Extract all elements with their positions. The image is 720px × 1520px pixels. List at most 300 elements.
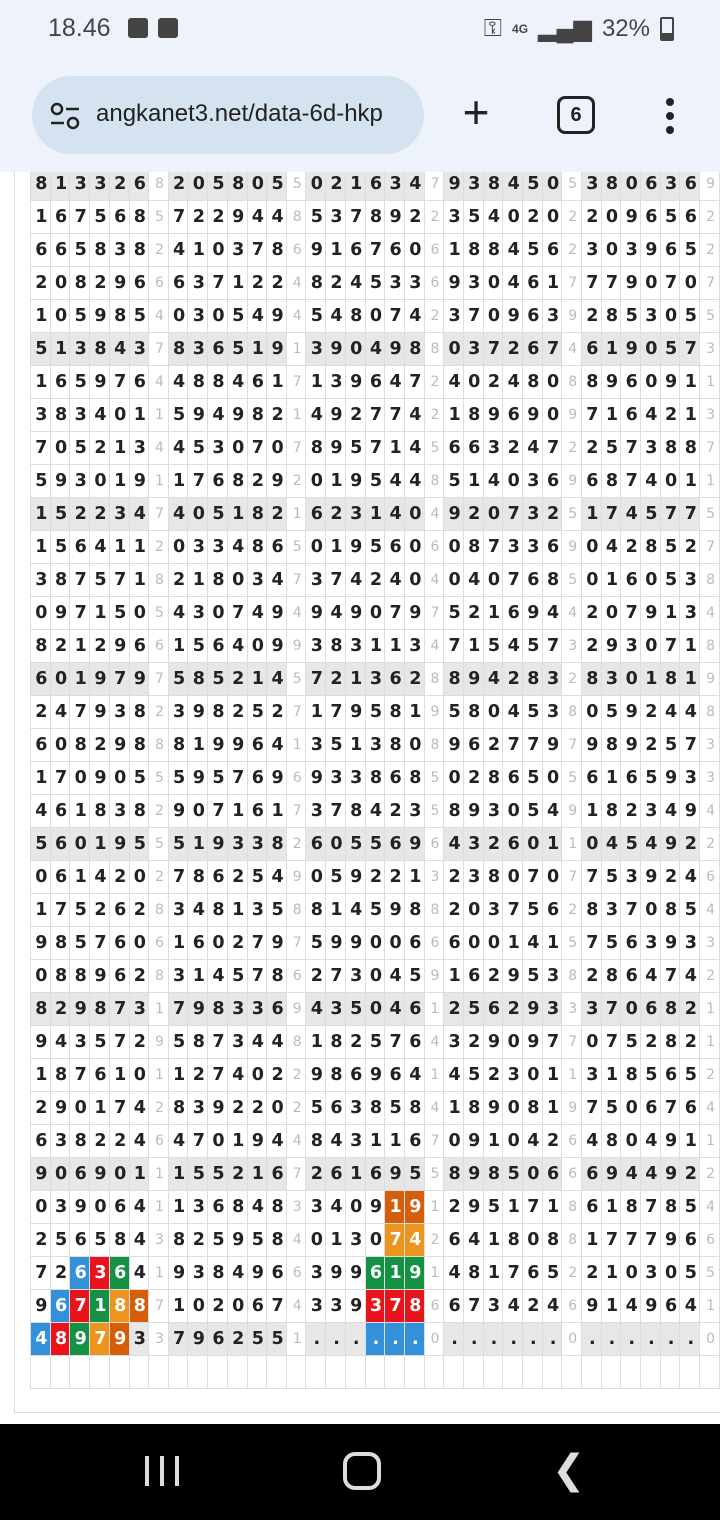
digit-cell: 1: [227, 795, 247, 828]
digit-cell: 0: [365, 927, 385, 960]
separator-digit-cell: 4: [424, 564, 444, 597]
digit-cell: 8: [109, 1290, 129, 1323]
digit-cell: 9: [90, 1158, 110, 1191]
digit-cell: 5: [680, 1059, 700, 1092]
digit-cell: 0: [542, 201, 562, 234]
digit-cell: 2: [641, 696, 661, 729]
digit-cell: 2: [463, 762, 483, 795]
separator-digit-cell: 1: [149, 993, 169, 1026]
digit-cell: 9: [641, 597, 661, 630]
separator-digit-cell: 6: [149, 267, 169, 300]
digit-cell: 2: [90, 267, 110, 300]
digit-cell: 4: [129, 1257, 149, 1290]
digit-cell: 4: [129, 1224, 149, 1257]
digit-cell: 9: [385, 1158, 405, 1191]
digit-cell: 8: [188, 663, 208, 696]
digit-cell: 2: [581, 597, 601, 630]
digit-cell: 7: [581, 861, 601, 894]
digit-cell: 6: [31, 234, 51, 267]
separator-digit-cell: 7: [149, 333, 169, 366]
digit-cell: 1: [680, 366, 700, 399]
digit-cell: 3: [483, 1290, 503, 1323]
digit-cell: 0: [188, 498, 208, 531]
digit-cell: 2: [267, 399, 287, 432]
digit-cell: 1: [601, 1191, 621, 1224]
recent-apps-icon[interactable]: [145, 1456, 179, 1486]
digit-cell: 2: [247, 465, 267, 498]
digit-cell: 2: [581, 1257, 601, 1290]
digit-cell: 7: [581, 399, 601, 432]
digit-cell: 7: [208, 1026, 228, 1059]
digit-cell: 9: [523, 399, 543, 432]
digit-cell: 3: [365, 663, 385, 696]
digit-cell: 7: [247, 960, 267, 993]
digit-cell: 3: [70, 172, 90, 201]
digit-cell: 7: [90, 927, 110, 960]
digit-cell: 8: [208, 993, 228, 1026]
digit-cell: 1: [680, 1125, 700, 1158]
digit-cell: 9: [31, 927, 51, 960]
digit-cell: 1: [109, 465, 129, 498]
separator-digit-cell: 4: [286, 1290, 306, 1323]
digit-cell: 3: [345, 498, 365, 531]
digit-cell: 6: [680, 201, 700, 234]
digit-cell: 3: [345, 762, 365, 795]
address-bar[interactable]: [32, 76, 424, 154]
digit-cell: 8: [70, 267, 90, 300]
digit-cell: 9: [365, 1191, 385, 1224]
digit-cell: 5: [306, 927, 326, 960]
digit-cell: .: [523, 1323, 543, 1356]
digit-cell: 9: [503, 960, 523, 993]
digit-cell: 9: [345, 696, 365, 729]
digit-cell: 6: [306, 828, 326, 861]
new-tab-button[interactable]: +: [462, 86, 490, 138]
more-menu-button[interactable]: [664, 98, 676, 138]
digit-cell: 3: [50, 1125, 70, 1158]
digit-cell: 6: [90, 1059, 110, 1092]
digit-cell: 3: [50, 1191, 70, 1224]
digit-cell: 6: [129, 172, 149, 201]
digit-cell: 4: [680, 861, 700, 894]
digit-cell: 2: [503, 432, 523, 465]
digit-cell: 0: [483, 927, 503, 960]
digit-cell: 1: [444, 960, 464, 993]
digit-cell: 1: [31, 201, 51, 234]
digit-cell: 8: [109, 1224, 129, 1257]
separator-digit-cell: 3: [149, 1323, 169, 1356]
separator-digit-cell: 6: [424, 1290, 444, 1323]
digit-cell: 5: [365, 894, 385, 927]
digit-cell: 1: [227, 498, 247, 531]
digit-cell: 6: [444, 432, 464, 465]
digit-cell: 9: [70, 1191, 90, 1224]
digit-cell: 5: [365, 531, 385, 564]
digit-cell: 3: [227, 828, 247, 861]
digit-cell: 3: [227, 1026, 247, 1059]
digit-cell: 8: [463, 696, 483, 729]
digit-cell: 9: [345, 531, 365, 564]
digit-cell: 7: [581, 267, 601, 300]
digit-cell: 4: [483, 201, 503, 234]
digit-cell: 6: [660, 234, 680, 267]
digit-cell: 6: [621, 927, 641, 960]
separator-digit-cell: 2: [149, 531, 169, 564]
separator-digit-cell: 6: [286, 762, 306, 795]
empty-row: [31, 1356, 720, 1389]
digit-cell: 2: [404, 663, 424, 696]
digit-cell: 5: [365, 267, 385, 300]
digit-cell: 1: [601, 399, 621, 432]
digit-cell: 4: [90, 399, 110, 432]
digit-cell: 3: [129, 432, 149, 465]
digit-cell: 9: [306, 1059, 326, 1092]
digit-cell: 8: [129, 729, 149, 762]
table-row: [31, 1224, 720, 1257]
digit-cell: 4: [267, 201, 287, 234]
digit-cell: 1: [542, 828, 562, 861]
digit-cell: 6: [581, 465, 601, 498]
digit-cell: 5: [523, 696, 543, 729]
digit-cell: 7: [385, 1290, 405, 1323]
digit-cell: 2: [365, 564, 385, 597]
digit-cell: 8: [660, 993, 680, 1026]
digit-cell: 8: [247, 531, 267, 564]
digit-cell: 1: [483, 597, 503, 630]
separator-digit-cell: 1: [424, 1191, 444, 1224]
digit-cell: 1: [326, 465, 346, 498]
separator-digit-cell: 5: [286, 172, 306, 201]
digit-cell: 2: [404, 201, 424, 234]
digit-cell: 4: [503, 696, 523, 729]
digit-cell: 5: [267, 172, 287, 201]
digit-cell: 9: [581, 729, 601, 762]
digit-cell: 7: [365, 234, 385, 267]
separator-digit-cell: 7: [424, 597, 444, 630]
digit-cell: 1: [306, 366, 326, 399]
digit-cell: 1: [90, 597, 110, 630]
digit-cell: 9: [601, 630, 621, 663]
separator-digit-cell: 7: [700, 267, 720, 300]
digit-cell: 2: [581, 432, 601, 465]
digit-cell: 0: [247, 1059, 267, 1092]
separator-digit-cell: 4: [286, 300, 306, 333]
digit-cell: 4: [463, 1224, 483, 1257]
digit-cell: 6: [365, 366, 385, 399]
digit-cell: 6: [621, 564, 641, 597]
digit-cell: 6: [660, 1059, 680, 1092]
digit-cell: 2: [247, 267, 267, 300]
digit-cell: 4: [503, 366, 523, 399]
digit-cell: 9: [267, 630, 287, 663]
digit-cell: 4: [90, 531, 110, 564]
digit-cell: 4: [404, 1059, 424, 1092]
separator-digit-cell: 1: [562, 828, 582, 861]
digit-cell: 0: [503, 1026, 523, 1059]
digit-cell: 9: [70, 1323, 90, 1356]
digit-cell: 5: [31, 465, 51, 498]
digit-cell: 1: [503, 927, 523, 960]
digit-cell: 8: [109, 300, 129, 333]
separator-digit-cell: 7: [562, 729, 582, 762]
empty-cell: [286, 1356, 306, 1389]
digit-cell: 8: [129, 696, 149, 729]
digit-cell: 8: [70, 729, 90, 762]
separator-digit-cell: 9: [700, 172, 720, 201]
digit-cell: 2: [463, 498, 483, 531]
digit-cell: 1: [109, 531, 129, 564]
site-settings-icon[interactable]: [50, 102, 80, 130]
home-icon[interactable]: [343, 1452, 381, 1490]
digit-cell: 0: [247, 630, 267, 663]
table-row: [31, 762, 720, 795]
digit-cell: 6: [581, 1158, 601, 1191]
digit-cell: 7: [523, 729, 543, 762]
table-row: [31, 432, 720, 465]
digit-cell: 7: [70, 564, 90, 597]
digit-cell: 3: [31, 399, 51, 432]
digit-cell: 9: [267, 927, 287, 960]
digit-cell: 8: [50, 399, 70, 432]
digit-cell: 5: [601, 432, 621, 465]
digit-cell: 7: [680, 729, 700, 762]
digit-cell: 0: [503, 1092, 523, 1125]
digit-cell: 9: [70, 993, 90, 1026]
digit-cell: 6: [208, 1191, 228, 1224]
digit-cell: 9: [621, 267, 641, 300]
digit-cell: 7: [168, 201, 188, 234]
digit-cell: 8: [385, 696, 405, 729]
digit-cell: 1: [385, 630, 405, 663]
digit-cell: 6: [267, 993, 287, 1026]
separator-digit-cell: 8: [562, 1191, 582, 1224]
separator-digit-cell: 1: [286, 1323, 306, 1356]
digit-cell: 8: [31, 993, 51, 1026]
digit-cell: 4: [168, 1125, 188, 1158]
digit-cell: 1: [168, 1158, 188, 1191]
digit-cell: 3: [503, 1059, 523, 1092]
digit-cell: 8: [129, 201, 149, 234]
digit-cell: 9: [267, 333, 287, 366]
separator-digit-cell: 2: [424, 366, 444, 399]
digit-cell: 9: [621, 201, 641, 234]
screenshot-icon: [128, 18, 148, 38]
empty-cell: [680, 1356, 700, 1389]
digit-cell: 1: [31, 498, 51, 531]
digit-cell: .: [306, 1323, 326, 1356]
digit-cell: 2: [463, 597, 483, 630]
digit-cell: 5: [227, 960, 247, 993]
digit-cell: 7: [109, 993, 129, 1026]
separator-digit-cell: 2: [562, 432, 582, 465]
digit-cell: 8: [444, 1158, 464, 1191]
digit-cell: 4: [168, 366, 188, 399]
digit-cell: 0: [31, 861, 51, 894]
digit-cell: 3: [306, 795, 326, 828]
separator-digit-cell: 1: [562, 1059, 582, 1092]
digit-cell: 6: [680, 1092, 700, 1125]
digit-cell: 6: [621, 366, 641, 399]
separator-digit-cell: 1: [149, 1191, 169, 1224]
digit-cell: 2: [31, 1224, 51, 1257]
digit-cell: 4: [385, 366, 405, 399]
url-text[interactable]: angkanet3.net/data-6d-hkp: [96, 100, 383, 127]
digit-cell: 6: [523, 1257, 543, 1290]
digit-cell: 9: [621, 696, 641, 729]
digit-cell: 6: [444, 927, 464, 960]
digit-cell: 1: [542, 1059, 562, 1092]
digit-cell: 0: [621, 1257, 641, 1290]
digit-cell: 6: [188, 927, 208, 960]
digit-cell: 2: [503, 333, 523, 366]
digit-cell: 1: [129, 564, 149, 597]
digit-cell: 3: [306, 630, 326, 663]
digit-cell: 4: [503, 630, 523, 663]
digit-cell: 2: [483, 366, 503, 399]
page-content[interactable]: [0, 172, 720, 1424]
digit-cell: 6: [326, 1158, 346, 1191]
separator-digit-cell: 5: [700, 1257, 720, 1290]
table-row: [31, 1257, 720, 1290]
digit-cell: 2: [208, 201, 228, 234]
digit-cell: 9: [641, 1290, 661, 1323]
digit-cell: 7: [523, 1191, 543, 1224]
digit-cell: 0: [50, 729, 70, 762]
separator-digit-cell: 4: [700, 894, 720, 927]
separator-digit-cell: 1: [700, 1026, 720, 1059]
digit-cell: 8: [404, 333, 424, 366]
digit-cell: 1: [601, 762, 621, 795]
digit-cell: .: [365, 1323, 385, 1356]
digit-cell: 3: [365, 729, 385, 762]
digit-cell: 8: [463, 399, 483, 432]
separator-digit-cell: 8: [562, 1224, 582, 1257]
digit-cell: 6: [267, 531, 287, 564]
separator-digit-cell: 5: [424, 432, 444, 465]
tab-switcher-button[interactable]: 6: [557, 96, 595, 134]
digit-cell: 2: [50, 993, 70, 1026]
digit-cell: 1: [188, 234, 208, 267]
digit-cell: 9: [404, 828, 424, 861]
digit-cell: 2: [463, 1026, 483, 1059]
digit-cell: 6: [50, 234, 70, 267]
digit-cell: 0: [208, 234, 228, 267]
digit-cell: 8: [306, 1125, 326, 1158]
digit-cell: 2: [227, 1323, 247, 1356]
digit-cell: 0: [227, 1290, 247, 1323]
digit-cell: 4: [345, 564, 365, 597]
digit-cell: 9: [680, 795, 700, 828]
table-row: [31, 597, 720, 630]
separator-digit-cell: 8: [562, 696, 582, 729]
back-icon[interactable]: ❮: [552, 1448, 586, 1492]
separator-digit-cell: 3: [700, 927, 720, 960]
empty-cell: [267, 1356, 287, 1389]
separator-digit-cell: 4: [700, 795, 720, 828]
digit-cell: 3: [404, 795, 424, 828]
digit-cell: 4: [581, 1125, 601, 1158]
digit-cell: 3: [641, 795, 661, 828]
digit-cell: 3: [385, 172, 405, 201]
digit-cell: 7: [483, 333, 503, 366]
digit-cell: 6: [50, 828, 70, 861]
digit-cell: 0: [621, 172, 641, 201]
digit-cell: 4: [306, 993, 326, 1026]
digit-cell: 2: [581, 300, 601, 333]
digit-cell: 6: [267, 1257, 287, 1290]
digit-cell: 9: [660, 1224, 680, 1257]
digit-cell: 1: [168, 1059, 188, 1092]
digit-cell: 8: [680, 432, 700, 465]
table-row: [31, 894, 720, 927]
digit-cell: 8: [483, 762, 503, 795]
digit-cell: 5: [188, 1158, 208, 1191]
digit-cell: 6: [208, 1323, 228, 1356]
digit-cell: 2: [31, 696, 51, 729]
separator-digit-cell: 1: [424, 1059, 444, 1092]
digit-cell: 8: [267, 234, 287, 267]
digit-cell: 2: [247, 1092, 267, 1125]
digit-cell: 8: [188, 366, 208, 399]
digit-cell: 0: [50, 267, 70, 300]
digit-cell: 4: [680, 1290, 700, 1323]
separator-digit-cell: 8: [149, 172, 169, 201]
digit-cell: 4: [680, 696, 700, 729]
digit-cell: 3: [306, 1290, 326, 1323]
digit-cell: 5: [523, 630, 543, 663]
digit-cell: 5: [660, 729, 680, 762]
digit-cell: 2: [680, 1158, 700, 1191]
digit-cell: 2: [129, 1026, 149, 1059]
digit-cell: 8: [306, 432, 326, 465]
digit-cell: 1: [227, 267, 247, 300]
digit-cell: 0: [168, 300, 188, 333]
digit-cell: 3: [188, 597, 208, 630]
digit-cell: 9: [483, 1026, 503, 1059]
digit-cell: 3: [188, 300, 208, 333]
digit-cell: 3: [345, 1224, 365, 1257]
digit-cell: 0: [129, 927, 149, 960]
digit-cell: 7: [365, 432, 385, 465]
digit-cell: .: [444, 1323, 464, 1356]
digit-cell: 3: [168, 894, 188, 927]
empty-cell: [70, 1356, 90, 1389]
digit-cell: 4: [208, 399, 228, 432]
separator-digit-cell: 9: [149, 1026, 169, 1059]
digit-cell: 7: [168, 993, 188, 1026]
empty-cell: [463, 1356, 483, 1389]
digit-cell: 9: [208, 1092, 228, 1125]
separator-digit-cell: 8: [286, 1026, 306, 1059]
digit-cell: 5: [168, 1026, 188, 1059]
separator-digit-cell: 6: [562, 1158, 582, 1191]
digit-cell: 8: [463, 1257, 483, 1290]
digit-cell: 3: [581, 234, 601, 267]
separator-digit-cell: 5: [149, 597, 169, 630]
digit-cell: 7: [365, 399, 385, 432]
digit-cell: 9: [109, 267, 129, 300]
separator-digit-cell: 1: [424, 1257, 444, 1290]
separator-digit-cell: 2: [562, 201, 582, 234]
separator-digit-cell: 7: [286, 795, 306, 828]
empty-cell: [149, 1356, 169, 1389]
digit-cell: 6: [680, 172, 700, 201]
digit-cell: 9: [444, 267, 464, 300]
digit-cell: 5: [227, 333, 247, 366]
digit-cell: 1: [345, 172, 365, 201]
digit-cell: 0: [641, 630, 661, 663]
separator-digit-cell: 9: [424, 696, 444, 729]
